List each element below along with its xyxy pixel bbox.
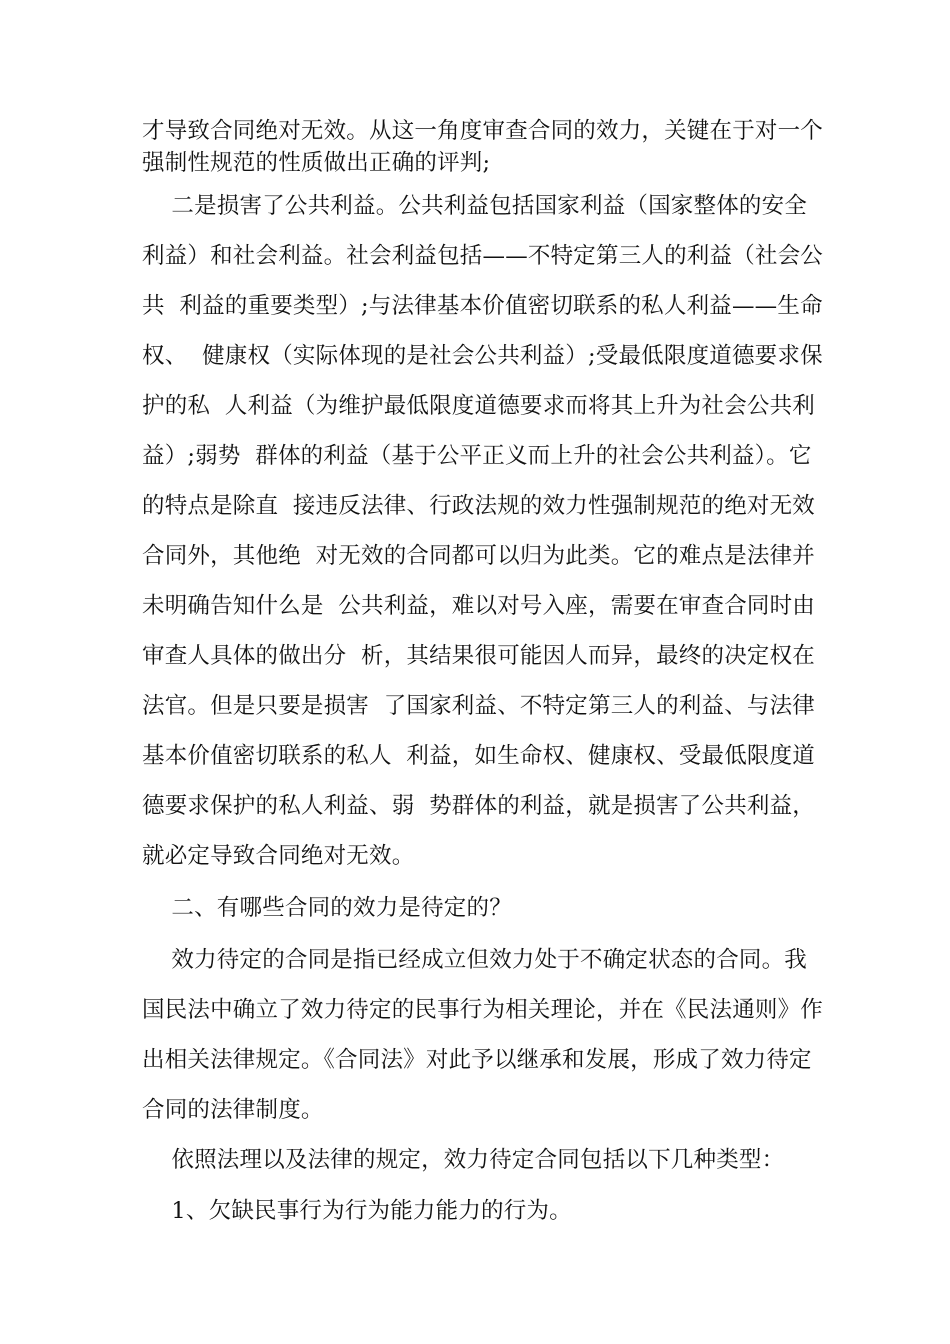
text-line: 就必定导致合同绝对无效。	[142, 843, 415, 869]
text-line: 才导致合同绝对无效。从这一角度审查合同的效力，关键在于对一个	[142, 118, 824, 144]
text-line: 益）;弱势 群体的利益（基于公平正义而上升的社会公共利益）。它	[142, 443, 812, 469]
text-line: 德要求保护的私人利益、弱 势群体的利益，就是损害了公共利益，	[142, 793, 816, 819]
text-line: 合同的法律制度。	[142, 1097, 324, 1123]
text-line: 二是损害了公共利益。公共利益包括国家利益（国家整体的安全	[142, 193, 808, 219]
section-heading: 二、有哪些合同的效力是待定的？	[142, 895, 512, 921]
text-line: 出相关法律规定。《合同法》对此予以继承和发展，形成了效力待定	[142, 1047, 812, 1073]
text-line: 审查人具体的做出分 析，其结果很可能因人而异，最终的决定权在	[142, 643, 816, 669]
text-line: 依照法理以及法律的规定，效力待定合同包括以下几种类型：	[142, 1147, 785, 1173]
text-line: 基本价值密切联系的私人 利益，如生命权、健康权、受最低限度道	[142, 743, 816, 769]
text-line: 利益）和社会利益。社会利益包括——不特定第三人的利益（社会公	[142, 243, 824, 269]
text-line: 共 利益的重要类型）;与法律基本价值密切联系的私人利益——生命	[142, 293, 823, 319]
list-item: 1、欠缺民事行为行为能力能力的行为。	[142, 1198, 572, 1224]
text-line: 国民法中确立了效力待定的民事行为相关理论，并在《民法通则》作	[142, 997, 824, 1023]
text-line: 未明确告知什么是 公共利益，难以对号入座，需要在审查合同时由	[142, 593, 816, 619]
text-line: 法官。但是只要是损害 了国家利益、不特定第三人的利益、与法律	[142, 693, 816, 719]
text-line: 效力待定的合同是指已经成立但效力处于不确定状态的合同。我	[142, 947, 808, 973]
text-line: 强制性规范的性质做出正确的评判;	[142, 150, 491, 176]
text-line: 权、 健康权（实际体现的是社会公共利益）;受最低限度道德要求保	[142, 343, 823, 369]
text-line: 护的私 人利益（为维护最低限度道德要求而将其上升为社会公共利	[142, 393, 816, 419]
text-line: 的特点是除直 接违反法律、行政法规的效力性强制规范的绝对无效	[142, 493, 816, 519]
text-line: 合同外，其他绝 对无效的合同都可以归为此类。它的难点是法律并	[142, 543, 816, 569]
